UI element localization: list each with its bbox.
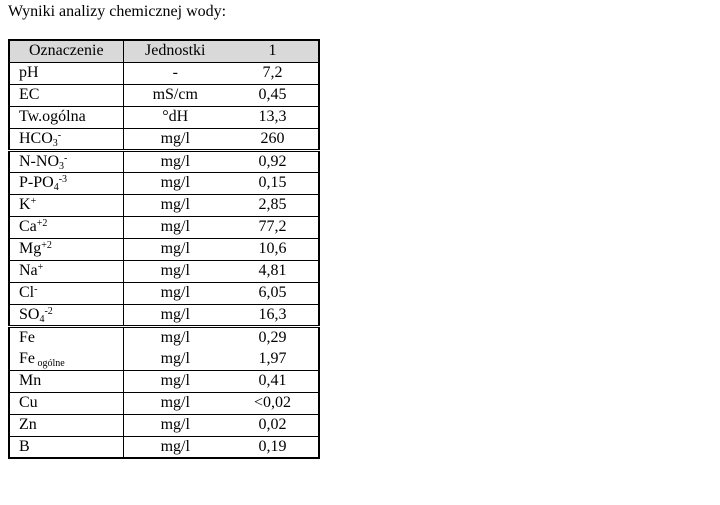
- unit-cell: mg/l: [123, 304, 227, 326]
- param-cell: [9, 106, 123, 128]
- value-cell: 1,97: [227, 348, 319, 370]
- param-cell: [9, 414, 123, 436]
- param-superscript: -: [34, 284, 38, 295]
- unit-cell: mg/l: [123, 392, 227, 414]
- table-row: [9, 436, 319, 458]
- value-cell: 13,3: [227, 106, 319, 128]
- param-cell: [9, 282, 123, 304]
- value-cell: 0,92: [227, 150, 319, 172]
- param-subscript: 3: [52, 137, 58, 149]
- value-cell: 0,41: [227, 370, 319, 392]
- value-cell: 0,29: [227, 326, 319, 348]
- table-row: [9, 238, 319, 260]
- param-superscript: -3: [58, 174, 68, 185]
- unit-cell: mg/l: [123, 172, 227, 194]
- param-superscript: +2: [36, 218, 48, 229]
- param-superscript: +2: [41, 240, 52, 251]
- param-base: Mg: [19, 240, 42, 257]
- unit-cell: mg/l: [123, 150, 227, 172]
- param-superscript: +: [37, 262, 44, 273]
- param-base: pH: [19, 64, 39, 81]
- value-cell: 16,3: [227, 304, 319, 326]
- table-row: [9, 194, 319, 216]
- param-cell: [9, 392, 123, 414]
- value-cell: 260: [227, 128, 319, 150]
- column-header-oznaczenie: Oznaczenie: [9, 40, 123, 62]
- value-cell: 2,85: [227, 194, 319, 216]
- value-cell: 4,81: [227, 260, 319, 282]
- table-row: [9, 414, 319, 436]
- param-cell: [9, 172, 123, 194]
- unit-cell: mg/l: [123, 348, 227, 370]
- header-row: [9, 40, 319, 62]
- param-base: Na: [19, 262, 38, 279]
- param-cell: [9, 62, 123, 84]
- param-cell: [9, 326, 123, 348]
- value-cell: 77,2: [227, 216, 319, 238]
- param-base: Cu: [19, 394, 38, 411]
- unit-cell: mg/l: [123, 282, 227, 304]
- param-base: P-PO: [19, 174, 54, 191]
- water-analysis-table: [8, 39, 320, 459]
- param-cell: [9, 436, 123, 458]
- column-header-sample-1: 1: [227, 40, 319, 62]
- table-row: [9, 392, 319, 414]
- param-base: EC: [19, 86, 40, 103]
- param-base: Fe: [19, 349, 35, 367]
- table-row: [9, 326, 319, 348]
- param-subscript: 4: [39, 313, 45, 325]
- table-row: [9, 370, 319, 392]
- unit-cell: mS/cm: [123, 84, 227, 106]
- param-superscript: -: [57, 129, 62, 141]
- param-cell: [9, 194, 123, 216]
- param-base: K: [19, 196, 31, 213]
- table-row: [9, 172, 319, 194]
- param-superscript: -2: [44, 305, 53, 317]
- param-cell: [9, 238, 123, 260]
- param-base: Zn: [19, 416, 37, 433]
- table-row: [9, 282, 319, 304]
- param-cell: [9, 84, 123, 106]
- column-header-jednostki: Jednostki: [123, 40, 227, 62]
- param-subscript: 3: [59, 160, 64, 172]
- param-cell: [9, 260, 123, 282]
- param-base: B: [19, 437, 30, 455]
- value-cell: 0,02: [227, 414, 319, 436]
- value-cell: 0,19: [227, 436, 319, 458]
- table-row: [9, 150, 319, 172]
- unit-cell: mg/l: [123, 194, 227, 216]
- param-cell: [9, 304, 123, 326]
- param-cell: [9, 348, 123, 370]
- unit-cell: -: [123, 62, 227, 84]
- param-cell: [9, 128, 123, 150]
- param-base: Tw.ogólna: [19, 108, 86, 125]
- param-base: Fe: [19, 328, 35, 346]
- table-row: [9, 62, 319, 84]
- table-row: [9, 84, 319, 106]
- param-base: Cl: [19, 284, 35, 301]
- document-title: Wyniki analizy chemicznej wody:: [8, 3, 227, 20]
- unit-cell: mg/l: [123, 260, 227, 282]
- param-base: Mn: [19, 372, 42, 389]
- param-cell: [9, 150, 123, 172]
- unit-cell: mg/l: [123, 238, 227, 260]
- unit-cell: mg/l: [123, 436, 227, 458]
- table-row: [9, 348, 319, 370]
- value-cell: 10,6: [227, 238, 319, 260]
- param-superscript: +: [30, 196, 37, 207]
- unit-cell: mg/l: [123, 414, 227, 436]
- value-cell: 6,05: [227, 282, 319, 304]
- table-row: [9, 106, 319, 128]
- table-row: [9, 216, 319, 238]
- param-base: Ca: [19, 218, 37, 235]
- table-row: [9, 128, 319, 150]
- value-cell: 7,2: [227, 62, 319, 84]
- param-cell: [9, 216, 123, 238]
- table-row: [9, 304, 319, 326]
- table-row: [9, 260, 319, 282]
- value-cell: 0,15: [227, 172, 319, 194]
- param-base: SO: [19, 305, 40, 323]
- value-cell: <0,02: [227, 392, 319, 414]
- param-cell: [9, 370, 123, 392]
- unit-cell: mg/l: [123, 128, 227, 150]
- unit-cell: mg/l: [123, 326, 227, 348]
- value-cell: 0,45: [227, 84, 319, 106]
- param-superscript: -: [64, 152, 68, 164]
- param-subscript: 4: [53, 182, 59, 193]
- param-base: HCO: [19, 129, 53, 147]
- unit-cell: mg/l: [123, 216, 227, 238]
- unit-cell: mg/l: [123, 370, 227, 392]
- param-base: N-NO: [19, 152, 59, 170]
- unit-cell: °dH: [123, 106, 227, 128]
- param-subscript: ogólne: [35, 357, 65, 369]
